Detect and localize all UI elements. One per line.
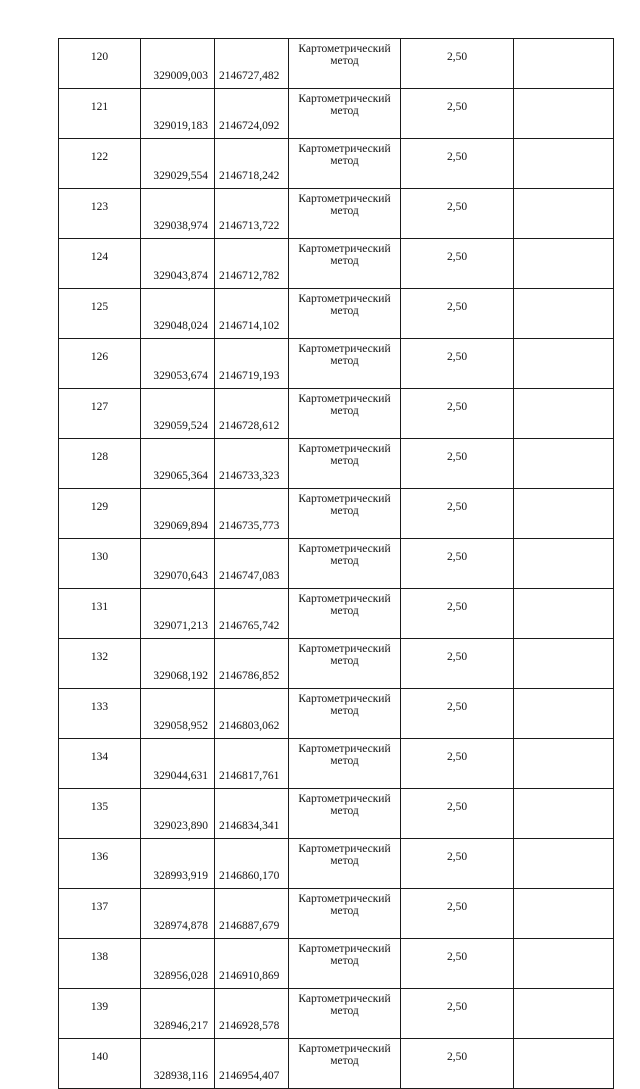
note-cell	[514, 539, 614, 589]
y-coordinate-cell: 2146735,773	[215, 489, 289, 539]
table-row	[59, 89, 614, 139]
method-text-line-1: Картометрический	[298, 743, 391, 755]
x-coordinate-cell: 329058,952	[141, 689, 215, 739]
point-number-cell: 122	[59, 139, 141, 189]
accuracy-cell: 2,50	[401, 789, 514, 839]
point-number-cell: 127	[59, 389, 141, 439]
accuracy-cell: 2,50	[401, 589, 514, 639]
y-coordinate-cell: 2146712,782	[215, 239, 289, 289]
note-cell	[514, 489, 614, 539]
x-coordinate-cell: 328938,116	[141, 1039, 215, 1089]
method-cell	[289, 889, 401, 939]
accuracy-cell: 2,50	[401, 889, 514, 939]
method-text-line-1: Картометрический	[298, 993, 391, 1005]
table-row	[59, 589, 614, 639]
y-coordinate-cell: 2146713,722	[215, 189, 289, 239]
x-coordinate-cell: 329043,874	[141, 239, 215, 289]
method-cell	[289, 689, 401, 739]
x-coordinate-cell: 329070,643	[141, 539, 215, 589]
point-number-cell: 125	[59, 289, 141, 339]
method-text-line-1: Картометрический	[298, 143, 391, 155]
table-row	[59, 39, 614, 89]
method-text-line-2: метод	[330, 105, 359, 117]
accuracy-cell: 2,50	[401, 989, 514, 1039]
method-text-line-2: метод	[330, 605, 359, 617]
table-row	[59, 689, 614, 739]
y-coordinate-cell: 2146718,242	[215, 139, 289, 189]
method-cell	[289, 539, 401, 589]
table-row	[59, 239, 614, 289]
x-coordinate-cell: 329059,524	[141, 389, 215, 439]
method-text-line-1: Картометрический	[298, 193, 391, 205]
method-text-line-1: Картометрический	[298, 343, 391, 355]
method-text-line-2: метод	[330, 1055, 359, 1067]
method-text-line-1: Картометрический	[298, 493, 391, 505]
method-text-line-1: Картометрический	[298, 943, 391, 955]
table-row	[59, 539, 614, 589]
note-cell	[514, 739, 614, 789]
note-cell	[514, 339, 614, 389]
method-cell	[289, 189, 401, 239]
y-coordinate-cell: 2146786,852	[215, 639, 289, 689]
point-number-cell: 137	[59, 889, 141, 939]
y-coordinate-cell: 2146887,679	[215, 889, 289, 939]
method-text-line-1: Картометрический	[298, 293, 391, 305]
table-row	[59, 489, 614, 539]
method-text-line-2: метод	[330, 905, 359, 917]
y-coordinate-cell: 2146719,193	[215, 339, 289, 389]
point-number-cell: 120	[59, 39, 141, 89]
table-row	[59, 189, 614, 239]
y-coordinate-cell: 2146747,083	[215, 539, 289, 589]
accuracy-cell: 2,50	[401, 389, 514, 439]
accuracy-cell: 2,50	[401, 739, 514, 789]
table-row	[59, 139, 614, 189]
point-number-cell: 128	[59, 439, 141, 489]
accuracy-cell: 2,50	[401, 439, 514, 489]
x-coordinate-cell: 329068,192	[141, 639, 215, 689]
method-cell	[289, 489, 401, 539]
point-number-cell: 138	[59, 939, 141, 989]
x-coordinate-cell: 329038,974	[141, 189, 215, 239]
method-text-line-1: Картометрический	[298, 243, 391, 255]
x-coordinate-cell: 328993,919	[141, 839, 215, 889]
y-coordinate-cell: 2146860,170	[215, 839, 289, 889]
x-coordinate-cell: 329044,631	[141, 739, 215, 789]
accuracy-cell: 2,50	[401, 939, 514, 989]
method-text-line-2: метод	[330, 55, 359, 67]
x-coordinate-cell: 329069,894	[141, 489, 215, 539]
method-cell	[289, 389, 401, 439]
method-cell	[289, 939, 401, 989]
y-coordinate-cell: 2146803,062	[215, 689, 289, 739]
coordinates-table	[58, 38, 614, 1089]
table-row	[59, 1039, 614, 1089]
x-coordinate-cell: 329023,890	[141, 789, 215, 839]
accuracy-cell: 2,50	[401, 489, 514, 539]
method-text-line-2: метод	[330, 1005, 359, 1017]
method-text-line-2: метод	[330, 805, 359, 817]
accuracy-cell: 2,50	[401, 339, 514, 389]
method-text-line-1: Картометрический	[298, 93, 391, 105]
point-number-cell: 133	[59, 689, 141, 739]
y-coordinate-cell: 2146910,869	[215, 939, 289, 989]
method-text-line-2: метод	[330, 855, 359, 867]
note-cell	[514, 189, 614, 239]
method-text-line-2: метод	[330, 755, 359, 767]
method-cell	[289, 639, 401, 689]
x-coordinate-cell: 329065,364	[141, 439, 215, 489]
method-text-line-2: метод	[330, 655, 359, 667]
method-cell	[289, 439, 401, 489]
y-coordinate-cell: 2146928,578	[215, 989, 289, 1039]
accuracy-cell: 2,50	[401, 89, 514, 139]
note-cell	[514, 839, 614, 889]
note-cell	[514, 139, 614, 189]
method-cell	[289, 139, 401, 189]
y-coordinate-cell: 2146727,482	[215, 39, 289, 89]
method-cell	[289, 789, 401, 839]
x-coordinate-cell: 329053,674	[141, 339, 215, 389]
method-text-line-2: метод	[330, 455, 359, 467]
method-text-line-2: метод	[330, 205, 359, 217]
method-text-line-2: метод	[330, 705, 359, 717]
method-cell	[289, 89, 401, 139]
accuracy-cell: 2,50	[401, 1039, 514, 1089]
note-cell	[514, 289, 614, 339]
method-text-line-2: метод	[330, 555, 359, 567]
accuracy-cell: 2,50	[401, 189, 514, 239]
x-coordinate-cell: 328946,217	[141, 989, 215, 1039]
accuracy-cell: 2,50	[401, 139, 514, 189]
method-text-line-2: метод	[330, 355, 359, 367]
method-text-line-2: метод	[330, 305, 359, 317]
method-text-line-1: Картометрический	[298, 793, 391, 805]
method-text-line-1: Картометрический	[298, 393, 391, 405]
table-row	[59, 739, 614, 789]
table-body	[59, 39, 614, 1089]
note-cell	[514, 889, 614, 939]
method-text-line-1: Картометрический	[298, 843, 391, 855]
table-row	[59, 439, 614, 489]
y-coordinate-cell: 2146817,761	[215, 739, 289, 789]
point-number-cell: 130	[59, 539, 141, 589]
y-coordinate-cell: 2146834,341	[215, 789, 289, 839]
accuracy-cell: 2,50	[401, 689, 514, 739]
note-cell	[514, 389, 614, 439]
table-row	[59, 939, 614, 989]
method-text-line-1: Картометрический	[298, 1043, 391, 1055]
note-cell	[514, 39, 614, 89]
x-coordinate-cell: 329048,024	[141, 289, 215, 339]
note-cell	[514, 689, 614, 739]
point-number-cell: 135	[59, 789, 141, 839]
y-coordinate-cell: 2146724,092	[215, 89, 289, 139]
table-row	[59, 789, 614, 839]
x-coordinate-cell: 328956,028	[141, 939, 215, 989]
note-cell	[514, 639, 614, 689]
method-text-line-1: Картометрический	[298, 543, 391, 555]
accuracy-cell: 2,50	[401, 639, 514, 689]
point-number-cell: 140	[59, 1039, 141, 1089]
y-coordinate-cell: 2146733,323	[215, 439, 289, 489]
method-cell	[289, 989, 401, 1039]
method-cell	[289, 289, 401, 339]
point-number-cell: 132	[59, 639, 141, 689]
method-text-line-1: Картометрический	[298, 593, 391, 605]
x-coordinate-cell: 329071,213	[141, 589, 215, 639]
note-cell	[514, 1039, 614, 1089]
method-text-line-2: метод	[330, 505, 359, 517]
point-number-cell: 124	[59, 239, 141, 289]
table-row	[59, 289, 614, 339]
method-text-line-2: метод	[330, 405, 359, 417]
note-cell	[514, 789, 614, 839]
table-row	[59, 389, 614, 439]
method-text-line-1: Картометрический	[298, 43, 391, 55]
accuracy-cell: 2,50	[401, 839, 514, 889]
point-number-cell: 126	[59, 339, 141, 389]
method-cell	[289, 239, 401, 289]
table-row	[59, 339, 614, 389]
y-coordinate-cell: 2146954,407	[215, 1039, 289, 1089]
method-cell	[289, 739, 401, 789]
note-cell	[514, 89, 614, 139]
method-cell	[289, 39, 401, 89]
x-coordinate-cell: 329029,554	[141, 139, 215, 189]
x-coordinate-cell: 329009,003	[141, 39, 215, 89]
accuracy-cell: 2,50	[401, 539, 514, 589]
y-coordinate-cell: 2146714,102	[215, 289, 289, 339]
accuracy-cell: 2,50	[401, 289, 514, 339]
point-number-cell: 129	[59, 489, 141, 539]
method-text-line-1: Картометрический	[298, 693, 391, 705]
method-text-line-1: Картометрический	[298, 893, 391, 905]
method-cell	[289, 339, 401, 389]
point-number-cell: 139	[59, 989, 141, 1039]
method-cell	[289, 589, 401, 639]
accuracy-cell: 2,50	[401, 39, 514, 89]
note-cell	[514, 989, 614, 1039]
y-coordinate-cell: 2146728,612	[215, 389, 289, 439]
point-number-cell: 134	[59, 739, 141, 789]
x-coordinate-cell: 329019,183	[141, 89, 215, 139]
accuracy-cell: 2,50	[401, 239, 514, 289]
method-text-line-1: Картометрический	[298, 643, 391, 655]
point-number-cell: 123	[59, 189, 141, 239]
x-coordinate-cell: 328974,878	[141, 889, 215, 939]
table-row	[59, 839, 614, 889]
method-cell	[289, 1039, 401, 1089]
note-cell	[514, 239, 614, 289]
point-number-cell: 136	[59, 839, 141, 889]
table-row	[59, 989, 614, 1039]
method-text-line-2: метод	[330, 155, 359, 167]
point-number-cell: 121	[59, 89, 141, 139]
note-cell	[514, 939, 614, 989]
table-row	[59, 889, 614, 939]
method-text-line-1: Картометрический	[298, 443, 391, 455]
table-row	[59, 639, 614, 689]
method-text-line-2: метод	[330, 255, 359, 267]
note-cell	[514, 439, 614, 489]
point-number-cell: 131	[59, 589, 141, 639]
method-cell	[289, 839, 401, 889]
note-cell	[514, 589, 614, 639]
method-text-line-2: метод	[330, 955, 359, 967]
y-coordinate-cell: 2146765,742	[215, 589, 289, 639]
